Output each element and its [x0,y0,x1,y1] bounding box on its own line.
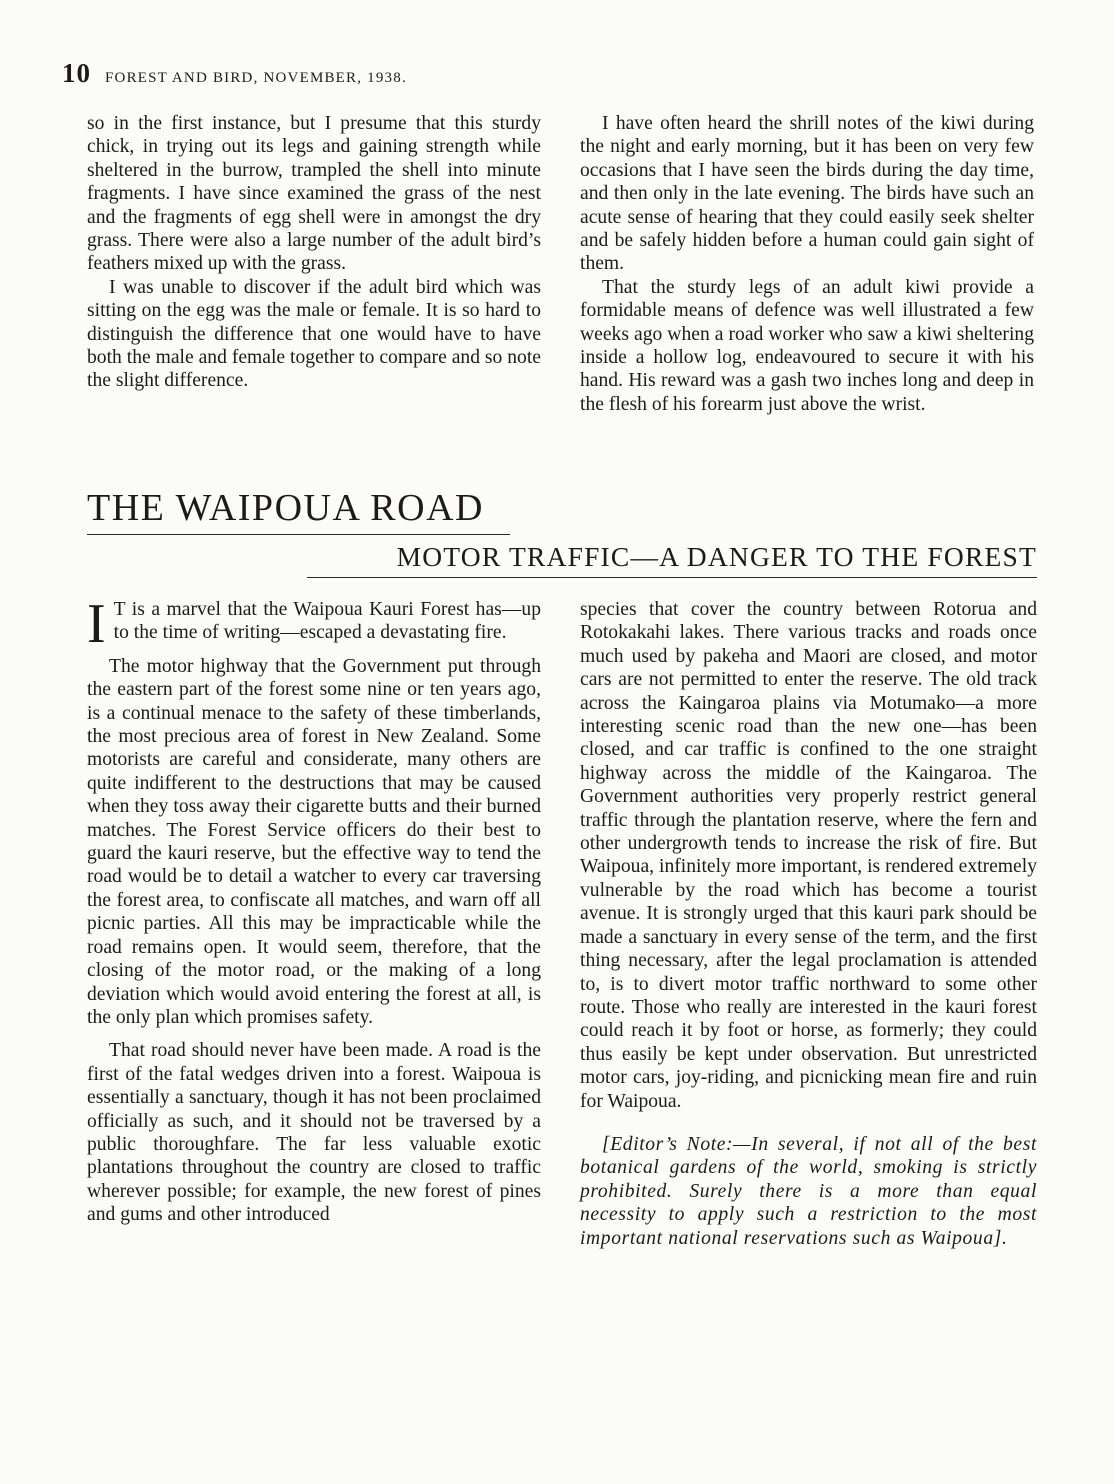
paragraph: species that cover the country between Rotorua and Rotokakahi lakes. There various tracks and roads once much used by pakeha and Maori are closed, and motor cars are not permitted to enter the reserve. The old track across the Kaingaroa plains via Motumako—a more interesting scenic road than the new one—has been closed, and car traffic is confined to the one straight highway across the middle of the Kaingaroa. The Government authorities very properly restrict general traffic through the plantation reserve, where the fern and other undergrowth tends to increase the risk of fire. But Waipoua, infinitely more important, is rendered extremely vulnerable by the road which has become a tourist avenue. It is strongly urged that this kauri park should be made a sanctuary in every sense of the term, and the first thing necessary, after the legal proclamation is attended to, is to divert motor traffic northward to some other route. Those who really are interested in the kauri forest could reach it by foot or horse, as formerly; they could thus easily be kept under observation. But unrestricted motor cars, joy-riding, and picnicking mean fire and ruin for Waipoua. [580,599,1037,1112]
waipoua-article-right-column [580,598,1037,1250]
waipoua-article-left-column [87,593,541,1227]
page-header [62,58,407,89]
paragraph: The motor highway that the Government put through the eastern part of the forest some nine or ten years ago, is a continual menace to the safety of these timberlands, the most precious area of forest in New Zealand. Some motorists are careful and considerate, many others are quite indifferent to the destructions that may be caused when they toss away their cigarette butts and their burned matches. The Forest Service officers do their best to guard the kauri reserve, but the effective way to tend the road would be to detail a watcher to every car traversing the forest area, to confiscate all matches, and warn off all picnic parties. All this may be impracticable while the road remains open. It would seem, therefore, that the closing of the motor road, or the making of a long deviation which would avoid entering the forest at all, is the only plan which promises safety. [87,655,541,1028]
paragraph: I have often heard the shrill notes of the kiwi during the night and early morning, but it has been on very few occasions that I have seen the birds during the day time, and then only in the late evening. The birds have such an acute sense of hearing that they could easily seek shelter and be safely hidden before a human could gain sight of them. [580,113,1034,275]
opening-text: T is a marvel that the Waipoua Kauri Forest has—up to the time of writing—escaped a devastating fire. [113,599,541,644]
paragraph: I was unable to discover if the adult bird which was sitting on the egg was the male or female. It is so hard to distinguish the difference that one would have to have both the male and female together to compare and so note the slight difference. [87,276,541,392]
paragraph: That the sturdy legs of an adult kiwi provide a formidable means of defence was well illustrated a few weeks ago when a road worker who saw a kiwi sheltering inside a hollow log, endeavoured to secure it with his hand. His reward was a gash two inches long and deep in the flesh of his forearm just above the wrist. [580,276,1034,415]
opening-paragraph [87,593,541,655]
kiwi-article-right-column [580,112,1034,416]
article-subtitle: MOTOR TRAFFIC—A DANGER TO THE FOREST [307,541,1037,578]
editor-note: [Editor’s Note:—In several, if not all of the best botanical gardens of the world, smoking is strictly prohibited. Surely there is a more than equal necessity to apply such a restriction to the most important national reservations such as Waipoua]. [580,1133,1037,1249]
paragraph: That road should never have been made. A road is the first of the fatal wedges driven into a forest. Waipoua is essentially a sanctuary, though it has not been proclaimed officially as such, and it should not be traversed by a public thoroughfare. The far less valuable exotic plantations throughout the country are closed to traffic wherever possible; for example, the new forest of pines and gums and other introduced [87,1040,541,1226]
drop-cap: I [87,593,106,655]
running-title: FOREST AND BIRD, NOVEMBER, 1938. [105,70,407,86]
paragraph: so in the first instance, but I presume that this sturdy chick, in trying out its legs and gaining strength while sheltered in the burrow, trampled the shell into minute fragments. I have since examined the grass of the nest and the fragments of egg shell were in amongst the dry grass. There were also a large number of the adult bird’s feathers mixed up with the grass. [87,113,541,275]
page-number: 10 [62,58,91,88]
kiwi-article-left-column [87,112,541,393]
article-title: THE WAIPOUA ROAD [87,486,510,535]
